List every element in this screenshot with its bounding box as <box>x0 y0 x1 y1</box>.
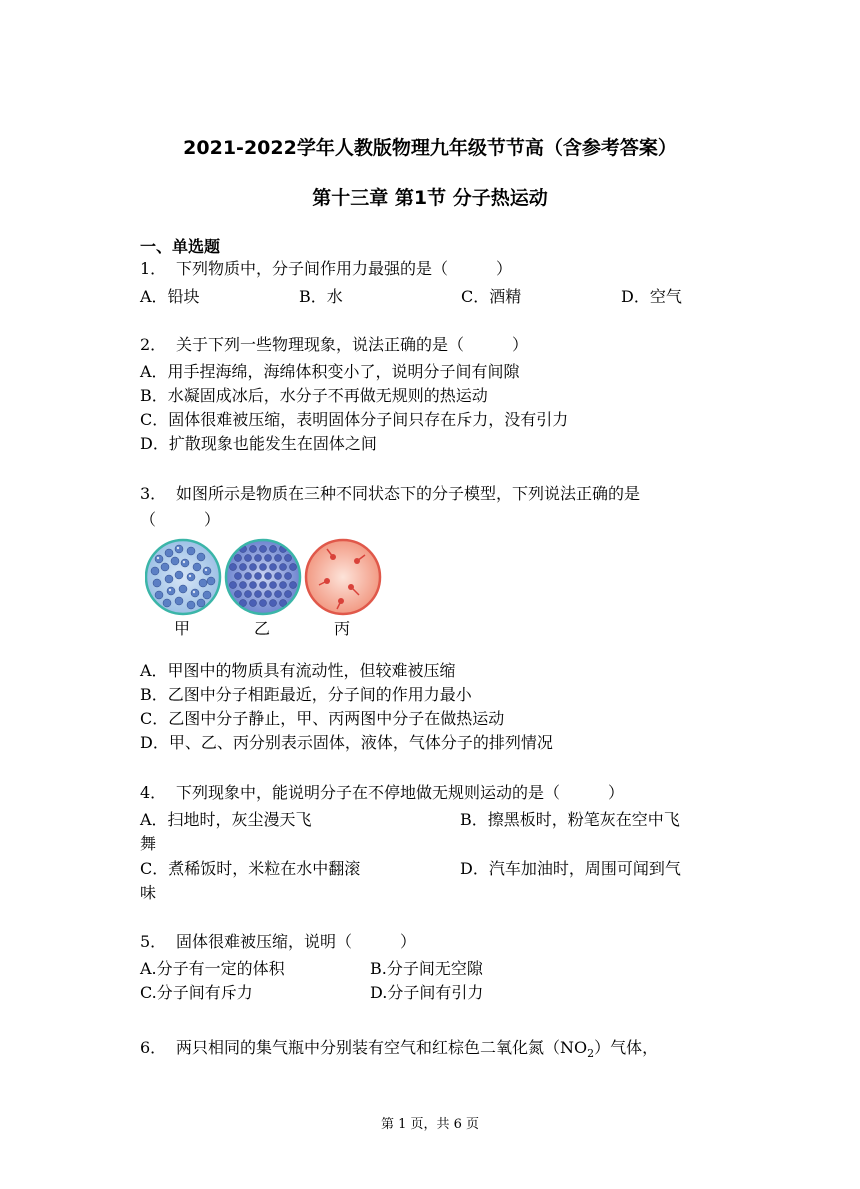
question-number: 6． <box>140 1038 167 1057</box>
option-d: D．扩散现象也能发生在固体之间 <box>140 434 377 453</box>
question-text: 如图所示是物质在三种不同状态下的分子模型，下列说法正确的是 <box>176 484 641 503</box>
option-b: B．乙图中分子相距最近，分子间的作用力最小 <box>140 685 472 704</box>
option-a: A.分子有一定的体积 <box>140 959 285 978</box>
option-d-continued: 味 <box>140 883 157 902</box>
question-number: 5． <box>140 932 167 951</box>
section-heading: 一、单选题 <box>140 237 221 256</box>
option-c: C．煮稀饭时，米粒在水中翻滚 <box>140 859 361 878</box>
jia-circle <box>146 540 220 614</box>
option-d: D．汽车加油时，周围可闻到气 <box>460 859 681 878</box>
subscript: 2 <box>587 1047 595 1061</box>
option-b: B.分子间无空隙 <box>370 959 483 978</box>
page-footer: 第 1 页，共 6 页 <box>380 1117 480 1132</box>
question-number: 1． <box>140 259 167 278</box>
question-number: 3． <box>140 484 167 503</box>
option-b: B．水凝固成冰后，水分子不再做无规则的热运动 <box>140 386 488 405</box>
question-5 <box>140 932 416 952</box>
option-c: C．酒精 <box>461 287 522 306</box>
label-jia: 甲 <box>174 619 191 638</box>
label-yi: 乙 <box>254 619 271 638</box>
label-bing: 丙 <box>334 619 351 638</box>
question-text: 下列现象中，能说明分子在不停地做无规则运动的是（ ） <box>176 783 625 802</box>
option-a: A．甲图中的物质具有流动性，但较难被压缩 <box>140 661 456 680</box>
option-d: D.分子间有引力 <box>370 983 484 1002</box>
chapter-title: 第十三章 第1节 分子热运动 <box>312 187 548 209</box>
option-b-continued: 舞 <box>140 834 157 853</box>
option-c: C．固体很难被压缩，表明固体分子间只存在斥力，没有引力 <box>140 410 569 429</box>
option-a: A．铅块 <box>140 287 200 306</box>
question-text: 固体很难被压缩，说明（ ） <box>176 932 417 951</box>
option-b: B．擦黑板时，粉笔灰在空中飞 <box>460 810 680 829</box>
question-3 <box>140 484 640 504</box>
answer-paren: （ ） <box>140 510 221 529</box>
question-text-continued: ）气体， <box>594 1038 659 1057</box>
question-number: 2． <box>140 335 167 354</box>
question-1 <box>140 259 512 279</box>
question-text: 下列物质中，分子间作用力最强的是（ ） <box>176 259 513 278</box>
option-d: D．空气 <box>621 287 682 306</box>
document-title: 2021-2022学年人教版物理九年级节节高（含参考答案） <box>183 137 677 159</box>
option-a: A．扫地时，灰尘漫天飞 <box>140 810 312 829</box>
yi-circle <box>226 540 300 614</box>
question-6 <box>140 1038 658 1064</box>
option-c: C．乙图中分子静止，甲、丙两图中分子在做热运动 <box>140 709 505 728</box>
option-b: B．水 <box>299 287 343 306</box>
question-4 <box>140 783 624 803</box>
question-number: 4． <box>140 783 167 802</box>
option-c: C.分子间有斥力 <box>140 983 253 1002</box>
question-text: 关于下列一些物理现象，说法正确的是（ ） <box>176 335 529 354</box>
question-2 <box>140 335 528 355</box>
question-text: 两只相同的集气瓶中分别装有空气和红棕色二氧化氮（NO <box>176 1038 588 1057</box>
bing-circle <box>306 540 380 614</box>
option-a: A．用手捏海绵，海绵体积变小了，说明分子间有间隙 <box>140 362 520 381</box>
option-d: D．甲、乙、丙分别表示固体，液体，气体分子的排列情况 <box>140 733 553 752</box>
